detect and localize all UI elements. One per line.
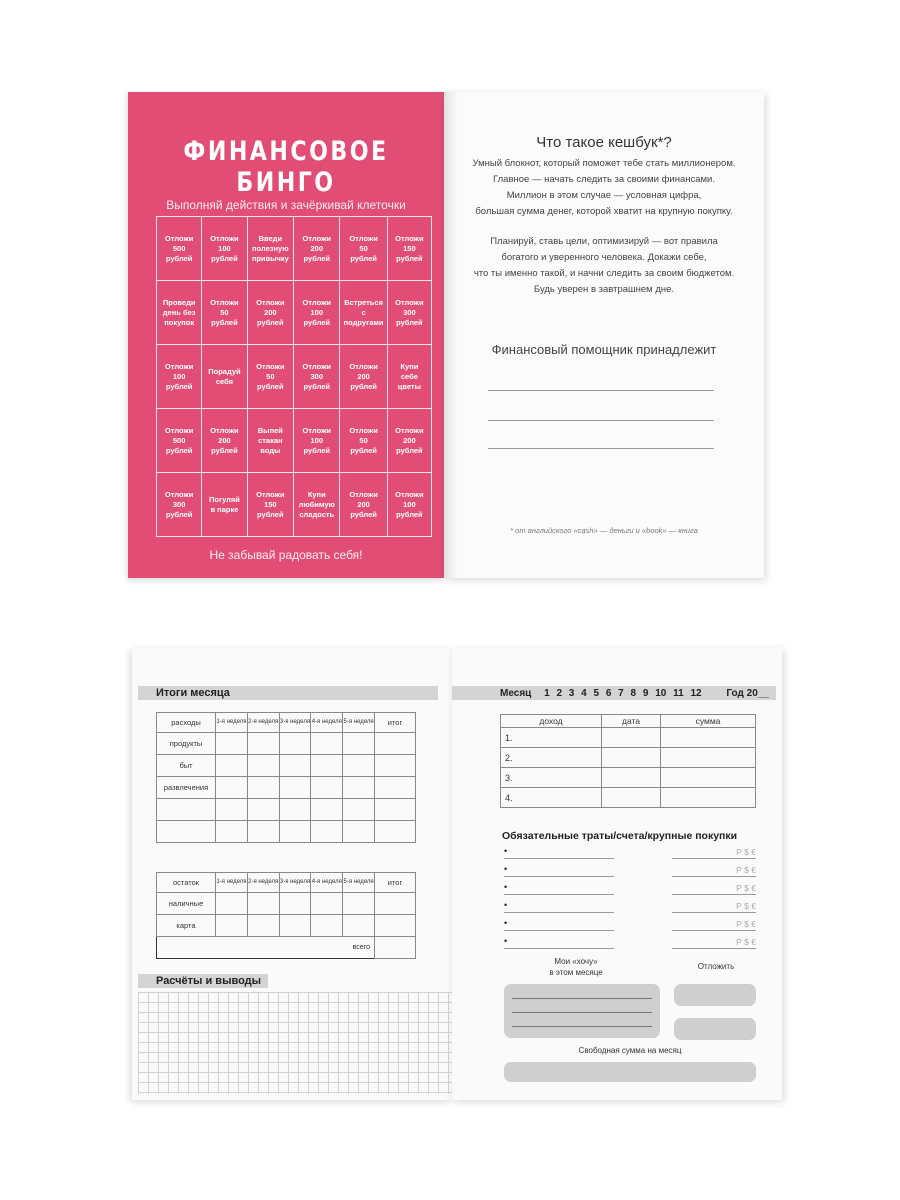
bingo-cell[interactable]: Отложи 150 рублей	[247, 473, 294, 537]
month-number[interactable]: 7	[618, 688, 624, 699]
bingo-cell[interactable]: Отложи 200 рублей	[340, 473, 387, 537]
owner-line[interactable]	[488, 420, 714, 421]
wants-line	[512, 998, 652, 999]
bingo-cell[interactable]: Отложи 100 рублей	[387, 473, 431, 537]
bingo-cell[interactable]: Встреться с подругами	[340, 281, 387, 345]
cashbook-intro-page	[444, 92, 764, 578]
bingo-cell[interactable]: Погуляй в парке	[202, 473, 247, 537]
bingo-cell[interactable]: Отложи 100 рублей	[294, 281, 340, 345]
currency-line[interactable]: Р $ €	[672, 882, 756, 895]
bingo-cell[interactable]: Отложи 500 рублей	[157, 217, 202, 281]
save-box[interactable]	[674, 1018, 756, 1040]
summary-title: Итоги месяца	[156, 687, 230, 699]
wants-label: Мои «хочу» в этом месяце	[549, 957, 603, 977]
bullet-line[interactable]: •	[504, 882, 614, 895]
all-label: всего	[157, 937, 375, 959]
bingo-cell[interactable]: Отложи 100 рублей	[157, 345, 202, 409]
wants-box[interactable]	[504, 984, 660, 1038]
para-line: богатого и уверенного человека. Докажи себе,	[501, 252, 707, 263]
week-header: 3-я неделя	[279, 873, 311, 893]
bingo-cell[interactable]: Отложи 100 рублей	[294, 409, 340, 473]
para-line: Будь уверен в завтрашнем дне.	[533, 284, 675, 295]
month-number[interactable]: 12	[690, 688, 702, 699]
month-number[interactable]: 4	[581, 688, 587, 699]
free-sum-label: Свободная сумма на месяц	[578, 1046, 682, 1055]
mandatory-title: Обязательные траты/счета/крупные покупки	[502, 830, 738, 842]
bingo-cell[interactable]: Отложи 200 рублей	[340, 345, 387, 409]
bingo-cell[interactable]: Отложи 50 рублей	[340, 217, 387, 281]
bingo-cell[interactable]: Купи себе цветы	[387, 345, 431, 409]
total-header: итог	[375, 873, 416, 893]
para-line: большая сумма денег, которой хватит на крупную покупку.	[475, 206, 733, 217]
month-number[interactable]: 1	[544, 688, 550, 699]
currency-line[interactable]: Р $ €	[672, 918, 756, 931]
bingo-cell[interactable]: Купи любимую сладость	[294, 473, 340, 537]
balance-table	[156, 872, 416, 959]
owner-line[interactable]	[488, 448, 714, 449]
para-line: что ты именно такой, и начни следить за своим бюджетом.	[473, 268, 735, 279]
week-header: 4-я неделя	[311, 873, 343, 893]
balance-row-label: наличные	[157, 893, 216, 915]
bingo-page	[128, 92, 444, 578]
expenses-header: расходы	[157, 713, 216, 733]
top-notebook-spread	[128, 92, 764, 578]
income-row-number: 4.	[501, 788, 602, 808]
bingo-cell[interactable]: Введи полезную привычку	[247, 217, 294, 281]
week-header: 2-я неделя	[247, 873, 279, 893]
bingo-grid	[156, 216, 432, 537]
wants-line	[512, 1012, 652, 1013]
month-number[interactable]: 10	[655, 688, 667, 699]
bingo-cell[interactable]: Проведи день без покупок	[157, 281, 202, 345]
week-header: 1-я неделя	[216, 873, 248, 893]
para-line: Главное — начать следить за своими финансами.	[493, 174, 715, 185]
para-line: Миллион в этом случае — условная цифра,	[506, 190, 702, 201]
bingo-cell[interactable]: Отложи 300 рублей	[387, 281, 431, 345]
week-header: 4-я неделя	[311, 713, 343, 733]
expense-row-label: развлечения	[157, 777, 216, 799]
balance-row-label: карта	[157, 915, 216, 937]
month-number[interactable]: 8	[630, 688, 637, 699]
bingo-footer: Не забывай радовать себя!	[209, 548, 363, 562]
expense-row-label: быт	[157, 755, 216, 777]
bingo-cell[interactable]: Отложи 500 рублей	[157, 409, 202, 473]
para-line: Умный блокнот, который поможет тебе стать миллионером.	[472, 158, 736, 169]
expense-row-label: продукты	[157, 733, 216, 755]
bingo-subtitle: Выполняй действия и зачёркивай клеточки	[166, 198, 406, 212]
expenses-table	[156, 712, 416, 843]
month-selector	[500, 688, 773, 699]
bingo-cell[interactable]: Отложи 200 рублей	[387, 409, 431, 473]
balance-header: остаток	[157, 873, 216, 893]
income-row-number: 3.	[501, 768, 602, 788]
month-number[interactable]: 2	[556, 688, 562, 699]
para-line: Планируй, ставь цели, оптимизируй — вот правила	[490, 236, 718, 247]
bottom-notebook-spread	[132, 648, 782, 1100]
month-number[interactable]: 9	[642, 688, 649, 699]
bingo-cell[interactable]: Отложи 50 рублей	[202, 281, 247, 345]
graph-paper-area[interactable]	[138, 992, 452, 1094]
week-header: 1-я неделя	[216, 713, 248, 733]
currency-line[interactable]: Р $ €	[672, 864, 756, 877]
week-header: 3-я неделя	[279, 713, 311, 733]
bingo-cell[interactable]: Отложи 100 рублей	[202, 217, 247, 281]
month-label: Месяц	[500, 688, 532, 699]
bingo-cell[interactable]: Отложи 150 рублей	[387, 217, 431, 281]
bingo-cell[interactable]: Отложи 200 рублей	[202, 409, 247, 473]
currency-line[interactable]: Р $ €	[672, 846, 756, 859]
week-header: 5-я неделя	[343, 873, 375, 893]
save-box[interactable]	[674, 984, 756, 1006]
footnote: * от английского «cash» — деньги и «book» — книга	[510, 526, 698, 535]
currency-line[interactable]: Р $ €	[672, 900, 756, 913]
bingo-cell[interactable]: Выпей стакан воды	[247, 409, 294, 473]
owner-line[interactable]	[488, 390, 714, 391]
wants-line	[512, 1026, 652, 1027]
year-label[interactable]: Год 20__	[726, 688, 769, 699]
calc-title: Расчёты и выводы	[156, 975, 262, 987]
month-plan-page	[452, 648, 782, 1100]
bullet-line[interactable]: •	[504, 936, 614, 949]
bingo-cell[interactable]: Отложи 300 рублей	[294, 345, 340, 409]
bingo-cell[interactable]: Порадуй себя	[202, 345, 247, 409]
cashbook-paragraph-1	[456, 156, 752, 220]
currency-line[interactable]: Р $ €	[672, 936, 756, 949]
week-header: 2-я неделя	[247, 713, 279, 733]
month-number[interactable]: 6	[605, 688, 612, 699]
month-summary-page	[132, 648, 452, 1100]
month-number[interactable]: 5	[593, 688, 600, 699]
month-number[interactable]: 3	[568, 688, 575, 699]
bullet-line[interactable]: •	[504, 900, 614, 913]
income-table	[500, 714, 756, 808]
gutter-shadow	[444, 92, 458, 578]
income-row-number: 1.	[501, 728, 602, 748]
bullet-line[interactable]: •	[504, 864, 614, 877]
month-number[interactable]: 11	[673, 688, 684, 699]
date-header: дата	[602, 715, 661, 728]
bingo-cell[interactable]: Отложи 200 рублей	[294, 217, 340, 281]
bingo-title: ФИНАНСОВОЕ БИНГО	[183, 136, 389, 198]
bingo-cell[interactable]: Отложи 200 рублей	[247, 281, 294, 345]
sum-header: сумма	[661, 715, 756, 728]
income-row-number: 2.	[501, 748, 602, 768]
cashbook-paragraph-2	[456, 234, 752, 298]
cashbook-title: Что такое кешбук*?	[536, 134, 672, 151]
bingo-cell[interactable]: Отложи 50 рублей	[247, 345, 294, 409]
bingo-cell[interactable]: Отложи 300 рублей	[157, 473, 202, 537]
income-header: доход	[501, 715, 602, 728]
bingo-cell[interactable]: Отложи 50 рублей	[340, 409, 387, 473]
bullet-line[interactable]: •	[504, 846, 614, 859]
week-header: 5-я неделя	[343, 713, 375, 733]
bullet-line[interactable]: •	[504, 918, 614, 931]
owner-label: Финансовый помощник принадлежит	[491, 342, 717, 357]
save-label: Отложить	[697, 962, 735, 971]
total-header: итог	[375, 713, 416, 733]
free-sum-box[interactable]	[504, 1062, 756, 1082]
